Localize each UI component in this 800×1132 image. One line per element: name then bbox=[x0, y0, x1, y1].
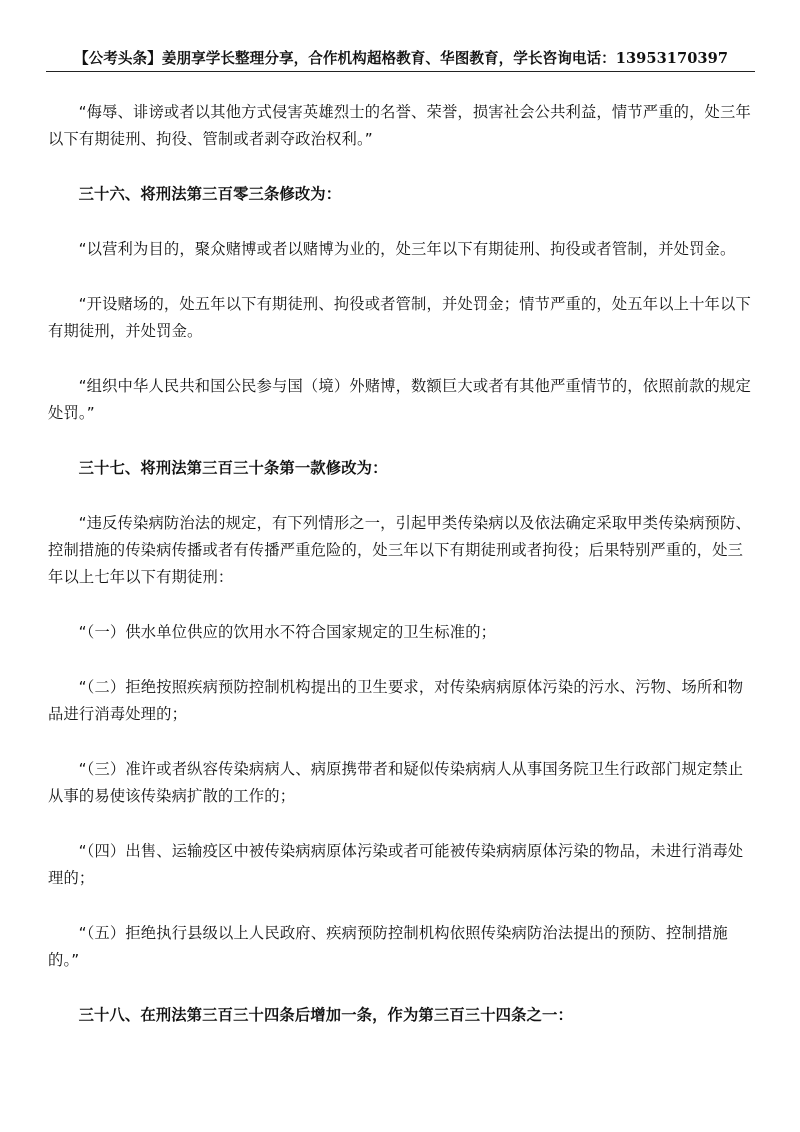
paragraph: “违反传染病防治法的规定，有下列情形之一，引起甲类传染病以及依法确定采取甲类传染病预防、控制措施的传染病传播或者有传播严重危险的，处三年以下有期徒刑或者拘役；后果特别严重的，处三年以上七年以下有期徒刑： bbox=[48, 514, 751, 586]
section-heading: 三十六、将刑法第三百零三条修改为： bbox=[78, 185, 342, 203]
header-divider bbox=[46, 71, 755, 72]
paragraph: “组织中华人民共和国公民参与国（境）外赌博，数额巨大或者有其他严重情节的，依照前款的规定处罚。” bbox=[48, 377, 751, 422]
section-heading: 三十七、将刑法第三百三十条第一款修改为： bbox=[78, 459, 388, 477]
list-item: “（五）拒绝执行县级以上人民政府、疾病预防控制机构依照传染病防治法提出的预防、控制措施的。” bbox=[48, 924, 728, 969]
list-item: “（二）拒绝按照疾病预防控制机构提出的卫生要求，对传染病病原体污染的污水、污物、场所和物品进行消毒处理的； bbox=[48, 678, 744, 723]
paragraph: “侮辱、诽谤或者以其他方式侵害英雄烈士的名誉、荣誉，损害社会公共利益，情节严重的，处三年以下有期徒刑、拘役、管制或者剥夺政治权利。” bbox=[48, 103, 751, 148]
document-body bbox=[48, 99, 754, 1029]
paragraph: “开设赌场的，处五年以下有期徒刑、拘役或者管制，并处罚金；情节严重的，处五年以上十年以下有期徒刑，并处罚金。 bbox=[48, 295, 751, 340]
list-item: “（四）出售、运输疫区中被传染病病原体污染或者可能被传染病病原体污染的物品，未进行消毒处理的； bbox=[48, 842, 744, 887]
section-heading: 三十八、在刑法第三百三十四条后增加一条，作为第三百三十四条之一： bbox=[78, 1006, 573, 1024]
page-header: 【公考头条】姜朋享学长整理分享，合作机构超格教育、华图教育，学长咨询电话：13953170397 bbox=[73, 50, 729, 67]
paragraph: “以营利为目的，聚众赌博或者以赌博为业的，处三年以下有期徒刑、拘役或者管制，并处罚金。 bbox=[78, 240, 736, 258]
list-item: “（一）供水单位供应的饮用水不符合国家规定的卫生标准的； bbox=[78, 623, 497, 641]
list-item: “（三）准许或者纵容传染病病人、病原携带者和疑似传染病病人从事国务院卫生行政部门规定禁止从事的易使该传染病扩散的工作的； bbox=[48, 760, 744, 805]
